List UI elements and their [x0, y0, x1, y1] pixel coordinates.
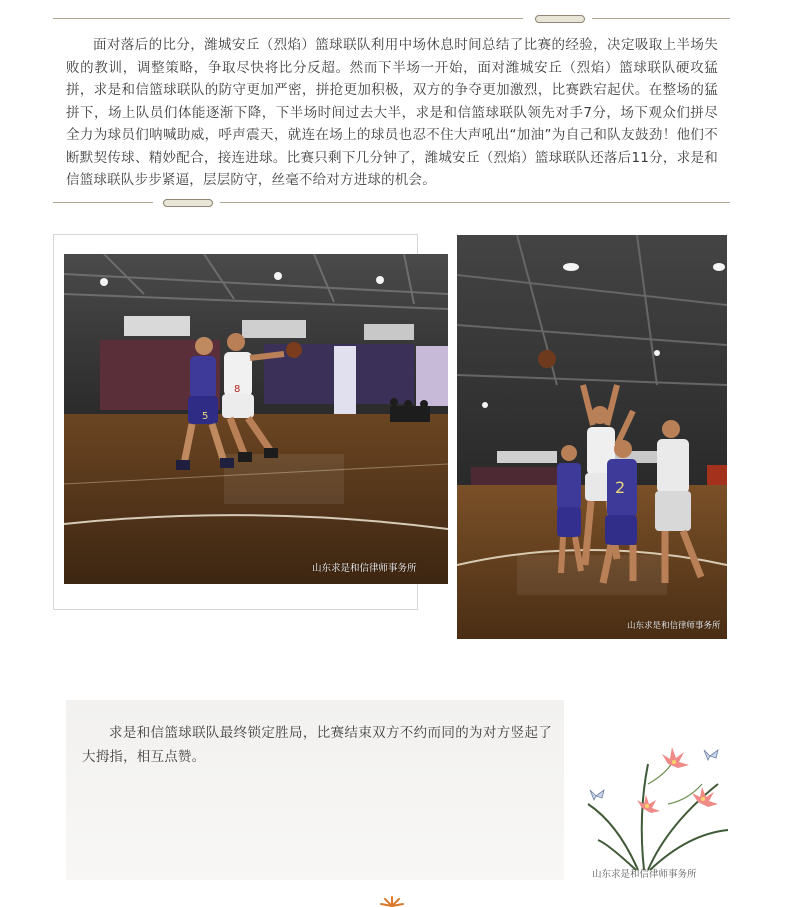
- mid-divider-right: [220, 202, 730, 203]
- photo-1-illustration: [64, 254, 448, 584]
- jersey-number-5: 5: [202, 411, 209, 422]
- article-paragraph-1: 面对落后的比分，潍城安丘（烈焰）篮球联队利用中场休息时间总结了比赛的经验，决定吸取上半场失败的教训，调整策略，争取尽快将比分反超。然而下半场一开始，面对潍城安丘（烈焰）篮球联队硬攻猛拼，求是和信篮球联队的防守更加严密，拼抢更加积极，双方的争夺更加激烈，比赛跌宕起伏。在整场的猛拼下，场上队员们体能逐渐下降，下半场时间过去大半，求是和信篮球联队领先对手7分，场下观众们拼尽全力为球员们呐喊助威，呼声震天，就连在场上的球员也忍不住大声吼出“加油”为自己和队友鼓劲！他们不断默契传球、精妙配合，接连进球。比赛只剩下几分钟了，潍城安丘（烈焰）篮球联队还落后11分，求是和信篮球联队步步紧逼，层层防守，丝毫不给对方进球的机会。: [66, 37, 718, 188]
- sunburst-ornament-icon: [379, 894, 405, 907]
- article-paragraph-2: 求是和信篮球联队最终锁定胜局，比赛结束双方不约而同的为对方竖起了大拇指，相互点赞。: [82, 725, 552, 765]
- orchid-illustration: [578, 744, 738, 874]
- top-divider-ornament: [535, 15, 585, 23]
- footer-watermark: 山东求是和信律师事务所: [592, 869, 697, 880]
- basketball-photo-shot: [457, 235, 727, 639]
- jersey-number-8: 8: [234, 384, 241, 395]
- mid-divider-ornament: [163, 199, 213, 207]
- mid-divider-left: [53, 202, 153, 203]
- photo-2-illustration: [457, 235, 727, 639]
- photo-2-watermark: 山东求是和信律师事务所: [627, 621, 721, 631]
- top-divider-right: [592, 18, 730, 19]
- photo-1-watermark: 山东求是和信律师事务所: [312, 563, 417, 574]
- top-divider-left: [53, 18, 523, 19]
- basketball-photo-dribble: [64, 254, 448, 584]
- jersey-number-2: 2: [615, 478, 626, 497]
